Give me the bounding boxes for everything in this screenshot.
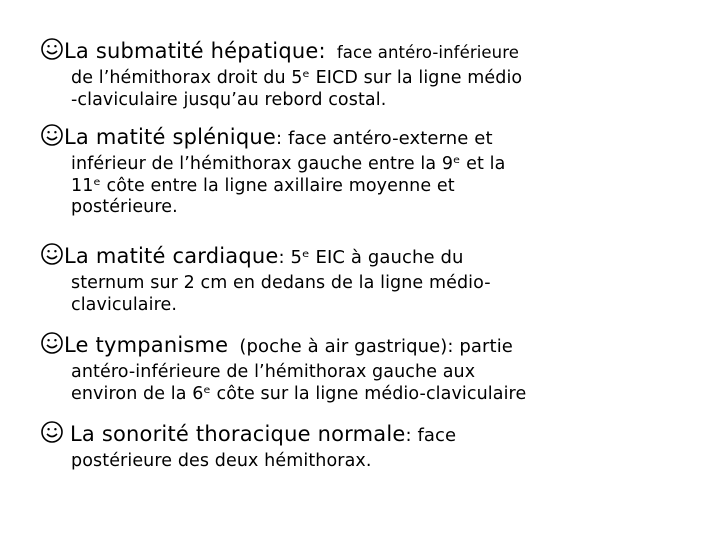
bullet-body-line: sternum sur 2 cm en dedans de la ligne médio-	[71, 273, 491, 293]
bullet-heading	[40, 122, 710, 154]
smiley-bullet-icon	[40, 420, 64, 444]
bullet-item-cardiac-dullness	[40, 241, 710, 316]
smiley-bullet-icon	[40, 242, 64, 266]
bullet-body	[71, 68, 710, 111]
smiley-bullet-icon	[40, 37, 64, 61]
bullet-body-line: 11ᵉ côte entre la ligne axillaire moyenne et	[71, 175, 455, 196]
bullet-title: La matité splénique	[64, 125, 276, 149]
bullet-body	[71, 273, 710, 316]
bullet-body	[71, 451, 710, 473]
bullet-title: La matité cardiaque	[64, 244, 279, 268]
bullet-lead: : 5ᵉ EIC à gauche du	[278, 247, 464, 268]
bullet-heading	[40, 36, 710, 68]
bullet-body-line: -claviculaire jusqu’au rebord costal.	[71, 89, 387, 110]
bullet-lead: : face antéro-externe et	[276, 128, 493, 149]
bullet-heading	[40, 419, 710, 451]
bullet-body	[71, 362, 710, 405]
bullet-body-line: environ de la 6ᵉ côte sur la ligne médio-claviculaire	[71, 383, 527, 404]
smiley-bullet-icon	[40, 331, 64, 355]
bullet-item-tympanism	[40, 330, 710, 405]
bullet-body-line: postérieure des deux hémithorax.	[71, 451, 372, 471]
bullet-item-splenic-dullness	[40, 122, 710, 219]
smiley-bullet-icon	[40, 123, 64, 147]
bullet-body-line: inférieur de l’hémithorax gauche entre la 9ᵉ et la	[71, 154, 506, 174]
bullet-lead: : face	[405, 425, 457, 446]
bullet-heading	[40, 330, 710, 362]
bullet-lead: (poche à air gastrique): partie	[239, 336, 513, 357]
bullet-lead: face antéro-inférieure	[336, 43, 519, 62]
bullet-body-line: antéro-inférieure de l’hémithorax gauche aux	[71, 362, 476, 382]
bullet-title: Le tympanisme	[64, 333, 229, 357]
bullet-body-line: claviculaire.	[71, 294, 178, 315]
bullet-body-line: postérieure.	[71, 197, 178, 217]
bullet-body	[71, 154, 710, 219]
bullet-item-hepatic-dullness	[40, 36, 710, 111]
bullet-title: La sonorité thoracique normale	[70, 422, 406, 446]
bullet-heading	[40, 241, 710, 273]
bullet-item-thoracic-resonance	[40, 419, 710, 473]
bullet-body-line: de l’hémithorax droit du 5ᵉ EICD sur la ligne médio	[71, 68, 523, 88]
bullet-title: La submatité hépatique:	[64, 39, 326, 63]
